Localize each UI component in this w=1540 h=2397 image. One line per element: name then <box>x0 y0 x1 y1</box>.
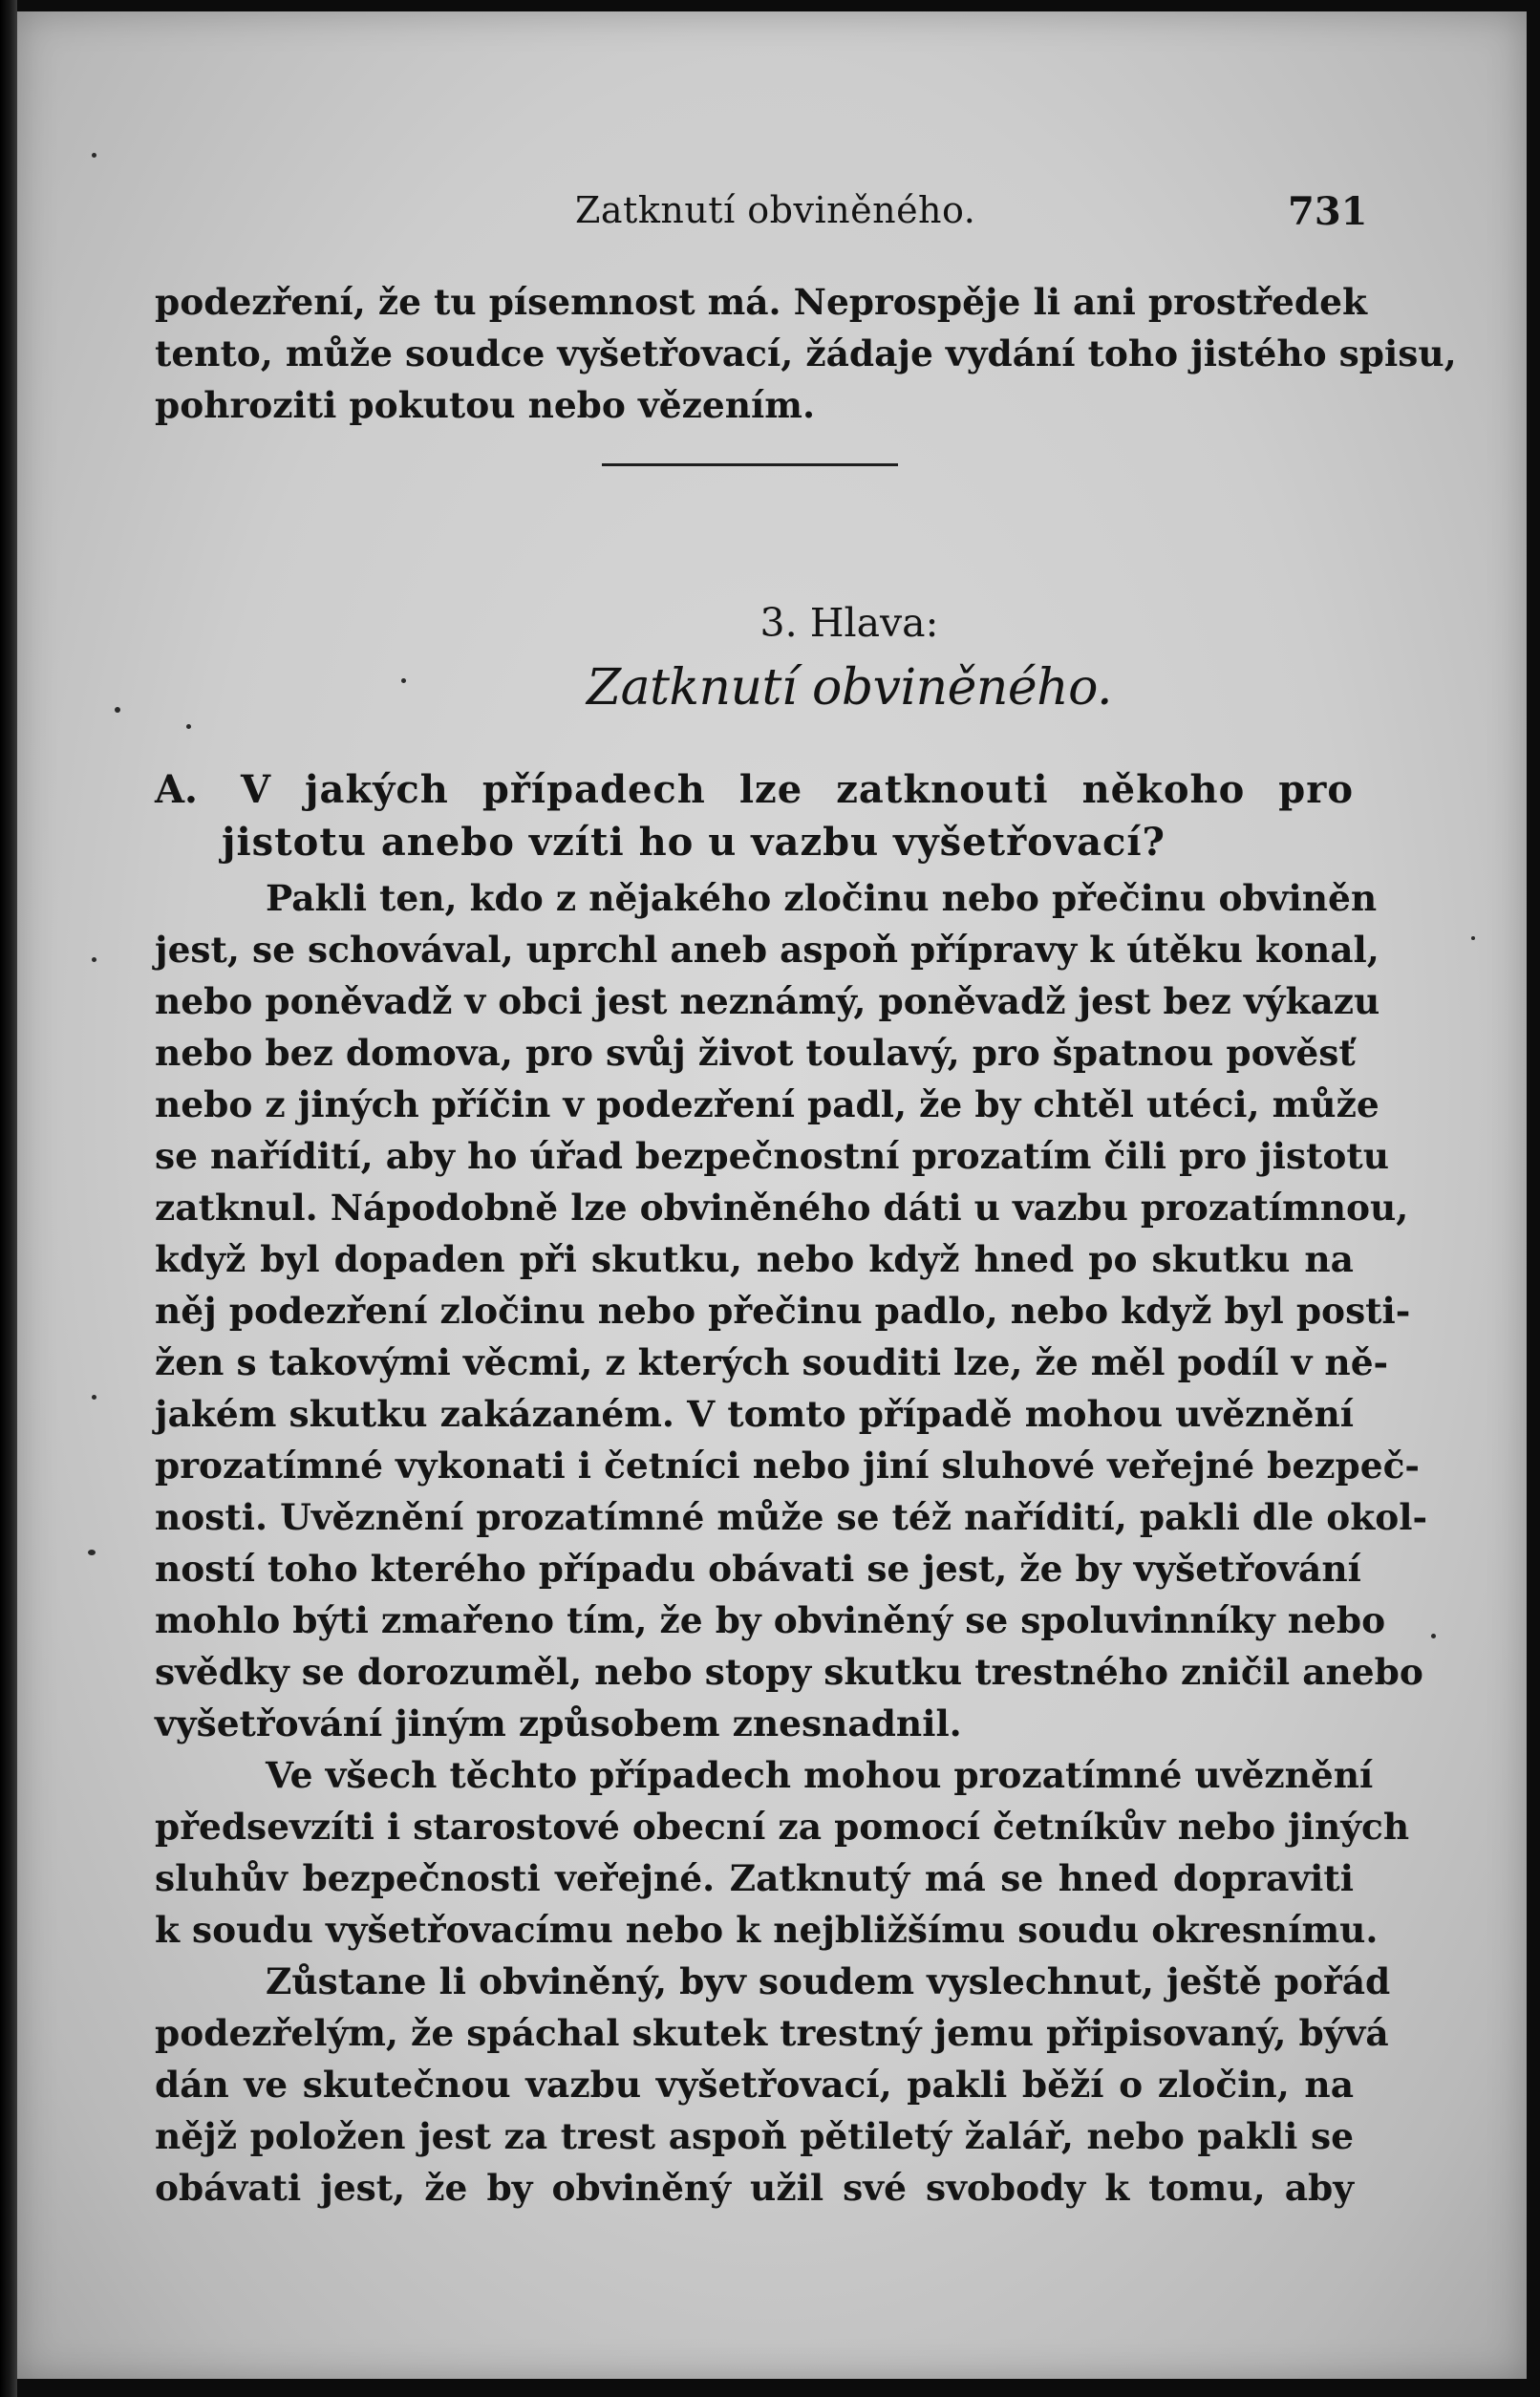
section-divider-rule <box>602 463 898 466</box>
text-line: předsevzíti i starostové obecní za pomocí četníkův nebo jiných <box>155 1806 1410 1848</box>
section-marker: A. <box>155 767 198 812</box>
speck <box>1471 936 1475 940</box>
text-line: když byl dopaden při skutku, nebo když hned po skutku na <box>155 1238 1354 1280</box>
text-line: jakém skutku zakázaném. V tomto případě mohou uvěznění <box>155 1393 1354 1435</box>
text-line: jest, se schovával, uprchl aneb aspoň přípravy k útěku konal, <box>155 929 1380 971</box>
scan-left-edge <box>0 0 17 2397</box>
speck <box>92 957 96 962</box>
text-line: sluhův bezpečnosti veřejné. Zatknutý má se hned dopraviti <box>155 1857 1354 1899</box>
text-line: k soudu vyšetřovacímu nebo k nejbližšímu soudu okresnímu. <box>155 1909 1379 1951</box>
text-line: mohlo býti zmařeno tím, že by obviněný se spoluvinníky nebo <box>155 1599 1386 1641</box>
running-title: Zatknutí obviněného. <box>575 189 976 231</box>
text-line: nebo z jiných příčin v podezření padl, že by chtěl utéci, může <box>155 1083 1380 1125</box>
text-line: se nařídití, aby ho úřad bezpečnostní prozatím čili pro jistotu <box>155 1135 1389 1177</box>
text-line: žen s takovými věcmi, z kterých souditi lze, že měl podíl v ně- <box>155 1341 1389 1383</box>
text-line: Ve všech těchto případech mohou prozatímné uvěznění <box>266 1754 1374 1796</box>
text-line: svědky se dorozuměl, nebo stopy skutku trestného zničil anebo <box>155 1651 1423 1693</box>
text-line: podezřelým, že spáchal skutek trestný jemu připisovaný, bývá <box>155 2012 1389 2054</box>
section-heading-line: V jakých případech lze zatknouti někoho pro <box>241 767 1354 812</box>
text-line: Pakli ten, kdo z nějakého zločinu nebo přečinu obviněn <box>266 877 1378 919</box>
speck <box>92 1395 96 1400</box>
speck <box>186 724 191 729</box>
text-line: vyšetřování jiným způsobem znesnadnil. <box>155 1702 962 1744</box>
text-line: pohroziti pokutou nebo vězením. <box>155 384 816 426</box>
text-line: podezření, že tu písemnost má. Neprospěje li ani prostředek <box>155 281 1367 323</box>
speck <box>88 1550 96 1555</box>
text-line: prozatímné vykonati i četníci nebo jiní sluhové veřejné bezpeč- <box>155 1445 1420 1487</box>
text-line: tento, může soudce vyšetřovací, žádaje vydání toho jistého spisu, <box>155 332 1457 375</box>
text-line: obávati jest, že by obviněný užil své svobody k tomu, aby <box>155 2167 1354 2209</box>
text-line: Zůstane li obviněný, byv soudem vyslechnut, ještě pořád <box>266 1960 1391 2002</box>
text-line: nosti. Uvěznění prozatímné může se též nařídití, pakli dle okol- <box>155 1496 1428 1538</box>
section-heading-line: jistotu anebo vzíti ho u vazbu vyšetřovací? <box>222 820 1166 865</box>
page-number: 731 <box>1288 189 1368 234</box>
text-line: zatknul. Nápodobně lze obviněného dáti u vazbu prozatímnou, <box>155 1187 1409 1229</box>
speck <box>92 153 96 158</box>
text-line: něj podezření zločinu nebo přečinu padlo, nebo když byl posti- <box>155 1290 1411 1332</box>
running-head <box>0 189 1540 246</box>
speck <box>1431 1634 1436 1638</box>
chapter-title: Zatknutí obviněného. <box>586 659 1113 717</box>
text-line: nebo poněvadž v obci jest neznámý, poněvadž jest bez výkazu <box>155 980 1380 1022</box>
text-line: nějž položen jest za trest aspoň pětiletý žalář, nebo pakli se <box>155 2115 1354 2157</box>
text-line: ností toho kterého případu obávati se jest, že by vyšetřování <box>155 1548 1361 1590</box>
text-line: dán ve skutečnou vazbu vyšetřovací, pakli běží o zločin, na <box>155 2064 1354 2106</box>
text-line: nebo bez domova, pro svůj život toulavý, pro špatnou pověsť <box>155 1032 1356 1074</box>
chapter-label: 3. Hlava: <box>759 600 939 646</box>
